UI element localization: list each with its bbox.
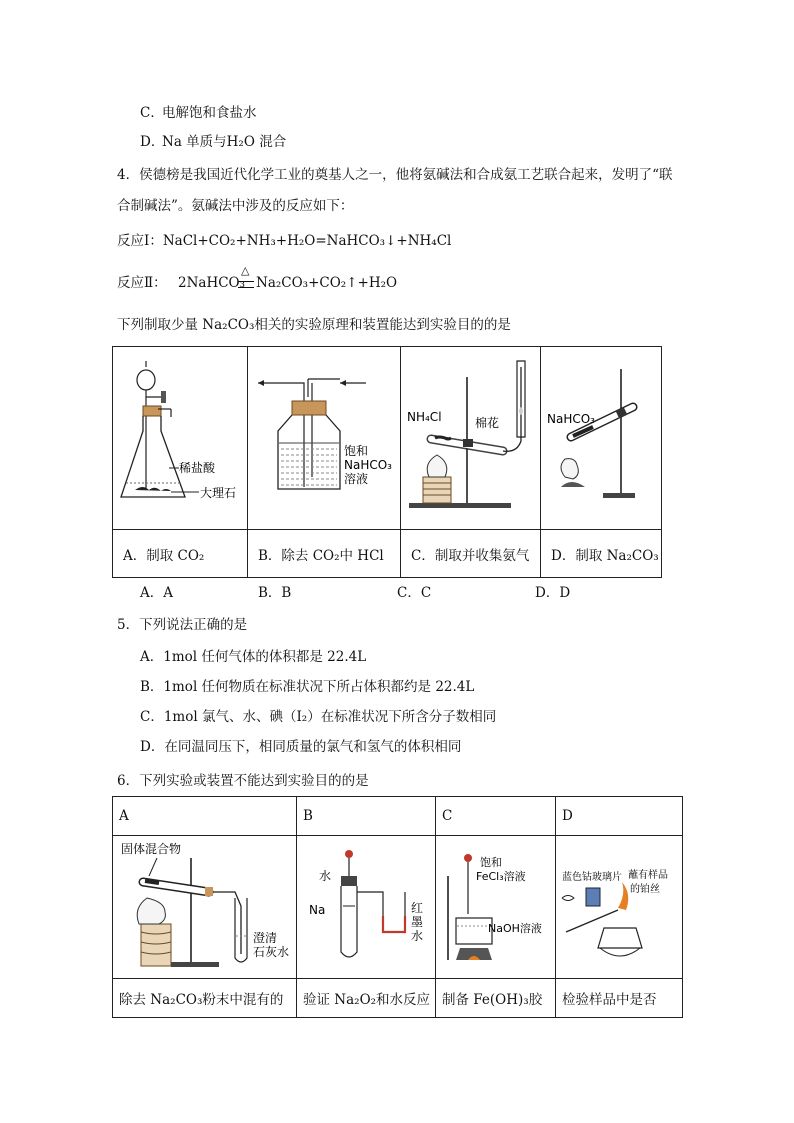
colloid-preparation-icon	[436, 836, 555, 974]
q6-figure-a	[113, 836, 297, 979]
q4-stem-line2: 合制碱法”。氨碱法中涉及的反应如下：	[117, 198, 354, 214]
q4-figure-c	[401, 347, 541, 530]
ammonia-apparatus-icon	[401, 347, 540, 525]
q6-caption-a: 除去 Na₂CO₃粉末中混有的	[113, 979, 297, 1018]
q4-caption-c: C．制取并收集氨气	[401, 530, 541, 578]
water-label: 水	[319, 869, 332, 883]
q4-caption-a: A．制取 CO₂	[113, 530, 248, 578]
q3-option-d-text: Na 单质与H₂O 混合	[162, 134, 287, 150]
q3-option-c-text: 电解饱和食盐水	[162, 105, 257, 121]
q6-caption-c: 制备 Fe(OH)₃胶	[436, 979, 556, 1018]
q4-caption-d: D．制取 Na₂CO₃	[541, 530, 662, 578]
q6-header-d: D	[556, 797, 683, 836]
q4-question: 下列制取少量 Na₂CO₃相关的实验原理和装置能达到实验目的的是	[117, 317, 511, 333]
q4-figure-b	[248, 347, 401, 530]
saturated-label: 饱和	[344, 444, 369, 458]
q6-caption-d: 检验样品中是否	[556, 979, 683, 1018]
wire-label-2: 的铂丝	[630, 884, 660, 895]
q4-choice-d: D．D	[535, 585, 571, 601]
eye-icon	[562, 896, 574, 901]
q4-caption-b: B．除去 CO₂中 HCl	[248, 530, 401, 578]
erlenmeyer-flask-apparatus-icon	[113, 347, 247, 525]
q6-header-b: B	[297, 797, 436, 836]
solid-mixture-label: 固体混合物	[121, 842, 182, 856]
sodium-peroxide-test-icon	[297, 836, 435, 974]
flame-test-icon	[556, 836, 682, 974]
q4-choice-a: A．A	[140, 585, 173, 601]
q6-figure-b	[297, 836, 436, 979]
q4-choice-b: B．B	[258, 585, 292, 601]
q6-header-a: A	[113, 797, 297, 836]
q5-option-d: D．在同温同压下，相同质量的氯气和氢气的体积相同	[140, 739, 462, 755]
fecl3-label: FeCl₃溶液	[476, 870, 526, 883]
naoh-label: NaOH溶液	[488, 922, 542, 935]
q4-stem-line1: 4．侯德榜是我国近代化学工业的奠基人之一，他将氨碱法和合成氨工艺联合起来，发明了“联	[117, 167, 673, 183]
q4-reaction-2-left: 2NaHCO₃	[178, 275, 246, 291]
q3-option-c: C．	[140, 105, 164, 121]
limewater-label-1: 澄清	[253, 931, 278, 945]
solution-label: 溶液	[344, 472, 369, 486]
q4-choice-c: C．C	[397, 585, 432, 601]
q4-reaction-2-condition: △	[241, 264, 250, 277]
ink-label-3: 水	[411, 929, 424, 943]
gas-washing-bottle-icon	[248, 347, 400, 525]
q4-figure-a	[113, 347, 248, 530]
nahco3-label: NaHCO₃	[344, 458, 392, 472]
q6-experiment-table	[112, 796, 683, 1018]
q4-reaction-1: 反应Ⅰ：NaCl+CO₂+NH₃+H₂O=NaHCO₃↓+NH₄Cl	[117, 233, 452, 249]
q4-reaction-2-label: 反应Ⅱ：	[117, 275, 167, 291]
nh4cl-label: NH₄Cl	[407, 410, 442, 424]
q6-figure-d	[556, 836, 683, 979]
q6-caption-b: 验证 Na₂O₂和水反应	[297, 979, 436, 1018]
q5-option-c: C．1mol 氯气、水、碘（I₂）在标准状况下所含分子数相同	[140, 709, 497, 725]
ink-label-1: 红	[411, 901, 424, 915]
q4-figure-d	[541, 347, 662, 530]
q6-header-c: C	[436, 797, 556, 836]
q6-stem: 6．下列实验或装置不能达到实验目的的是	[117, 773, 369, 789]
q5-option-b: B．1mol 任何物质在标准状况下所占体积都约是 22.4L	[140, 679, 475, 695]
saturated-c-label: 饱和	[480, 856, 502, 869]
sodium-label: Na	[309, 903, 326, 917]
solid-heating-apparatus-icon	[113, 836, 296, 974]
q4-apparatus-table	[112, 346, 662, 578]
limewater-label-2: 石灰水	[253, 945, 290, 959]
dilute-hcl-label: 稀盐酸	[179, 461, 216, 475]
q5-option-a: A．1mol 任何气体的体积都是 22.4L	[140, 649, 367, 665]
q3-option-d: D．	[140, 134, 165, 150]
cobalt-glass-label: 蓝色钴玻璃片	[562, 872, 622, 883]
heating-test-tube-icon	[541, 347, 661, 525]
wire-label-1: 蘸有样品	[628, 870, 668, 881]
q6-figure-c	[436, 836, 556, 979]
q5-stem: 5．下列说法正确的是	[117, 617, 248, 633]
q4-reaction-2-right: Na₂CO₃+CO₂↑+H₂O	[256, 275, 398, 291]
equals-sign-icon	[238, 281, 254, 288]
cotton-label: 棉花	[475, 416, 500, 430]
ink-label-2: 墨	[411, 915, 424, 929]
nahco3-d-label: NaHCO₃	[547, 412, 595, 426]
marble-label: 大理石	[200, 486, 237, 500]
